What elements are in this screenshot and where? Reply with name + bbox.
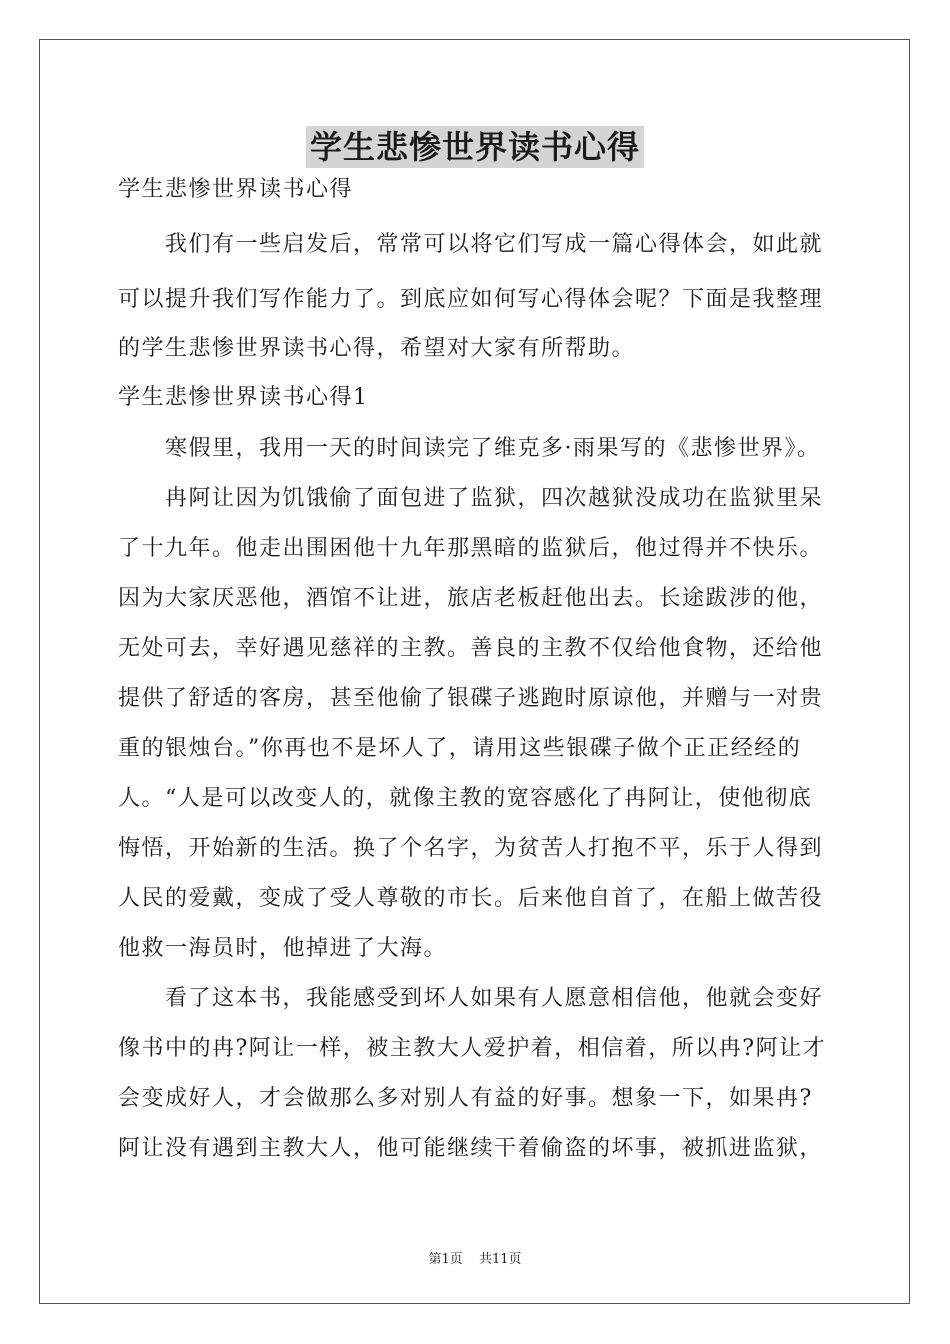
section-heading: 学生悲惨世界读书心得1 xyxy=(118,385,369,410)
page-number: 第1页 xyxy=(428,1252,463,1267)
paragraph-line: 会变成好人，才会做那么多对别人有益的好事。想象一下，如果冉? xyxy=(118,1086,813,1111)
paragraph-line: 冉阿让因为饥饿偷了面包进了监狱，四次越狱没成功在监狱里呆 xyxy=(118,486,824,511)
paragraph-line: 他救一海员时，他掉进了大海。 xyxy=(118,936,448,961)
page-footer xyxy=(0,1248,950,1267)
paragraph-line: 看了这本书，我能感受到坏人如果有人愿意相信他，他就会变好 xyxy=(118,986,824,1011)
paragraph-line: 寒假里，我用一天的时间读完了维克多·雨果写的《悲惨世界》。 xyxy=(118,436,821,461)
paragraph-line: 的学生悲惨世界读书心得，希望对大家有所帮助。 xyxy=(118,336,636,361)
paragraph-line: 了十九年。他走出围困他十九年那黑暗的监狱后，他过得并不快乐。 xyxy=(118,536,824,561)
paragraph-line: 重的银烛台。”你再也不是坏人了，请用这些银碟子做个正正经经的 xyxy=(118,736,802,761)
heading-line: 学生悲惨世界读书心得 xyxy=(118,177,354,202)
paragraph-line: 因为大家厌恶他，酒馆不让进，旅店老板赶他出去。长途跋涉的他， xyxy=(118,586,824,611)
document-title: 学生悲惨世界读书心得 xyxy=(306,126,644,168)
paragraph-line: 悔悟，开始新的生活。换了个名字，为贫苦人打抱不平，乐于人得到 xyxy=(118,836,824,861)
paragraph-line: 人民的爱戴，变成了受人尊敬的市长。后来他自首了，在船上做苦役 xyxy=(118,886,824,911)
paragraph-line: 提供了舒适的客房，甚至他偷了银碟子逃跑时原谅他，并赠与一对贵 xyxy=(118,686,824,711)
paragraph-line: 可以提升我们写作能力了。到底应如何写心得体会呢？下面是我整理 xyxy=(118,287,824,312)
page-border xyxy=(39,39,910,1304)
paragraph-line: 人。“人是可以改变人的，就像主教的宽容感化了冉阿让，使他彻底 xyxy=(118,786,813,811)
paragraph-line: 像书中的冉?阿让一样，被主教大人爱护着，相信着，所以冉?阿让才 xyxy=(118,1036,827,1061)
paragraph-line: 无处可去，幸好遇见慈祥的主教。善良的主教不仅给他食物，还给他 xyxy=(118,636,824,661)
title-area xyxy=(0,126,950,168)
paragraph-line: 阿让没有遇到主教大人，他可能继续干着偷盗的坏事，被抓进监狱， xyxy=(118,1136,824,1161)
page-total: 共11页 xyxy=(478,1252,522,1267)
paragraph-line: 我们有一些启发后，常常可以将它们写成一篇心得体会，如此就 xyxy=(118,232,824,257)
